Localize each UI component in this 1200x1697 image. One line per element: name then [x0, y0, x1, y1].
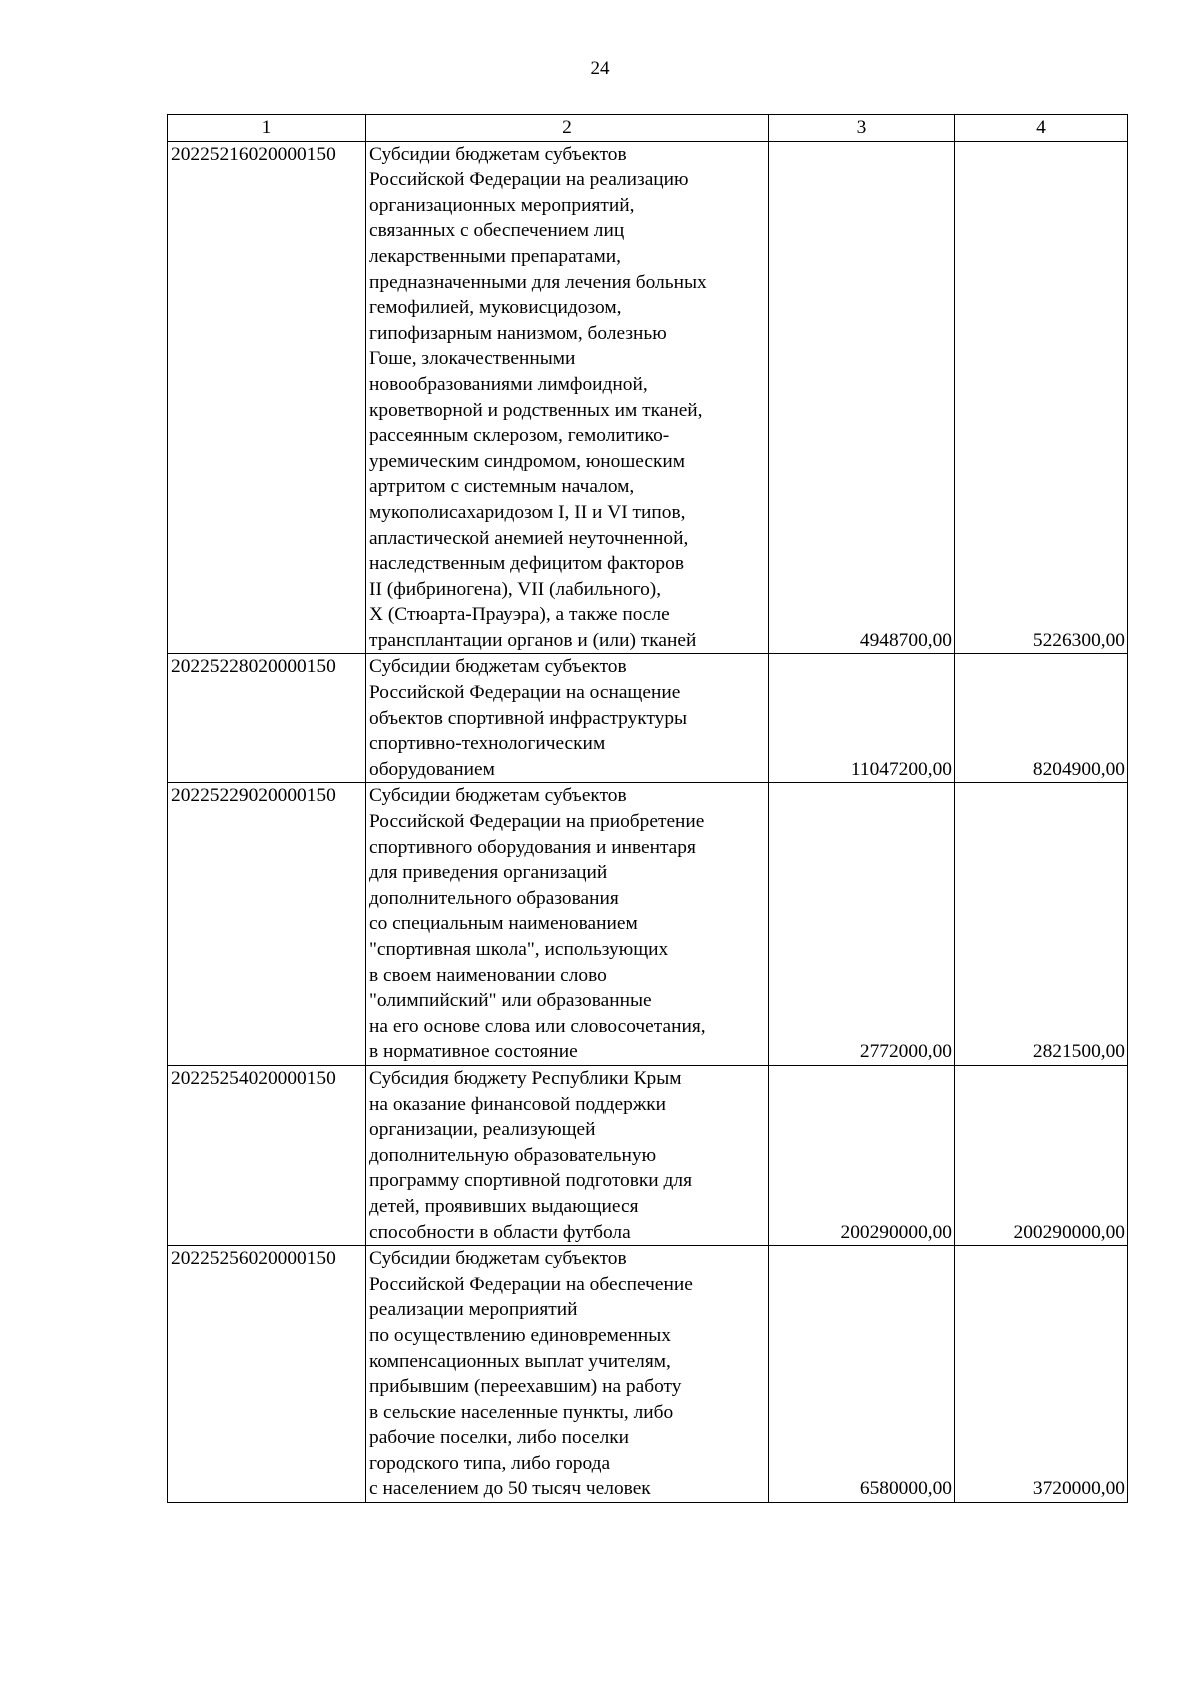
header-cell-2: 2 — [366, 115, 769, 142]
table-row — [168, 654, 1128, 783]
description-cell — [366, 654, 769, 783]
description-line: Субсидии бюджетам субъектов — [369, 1248, 627, 1270]
description-line: объектов спортивной инфраструктуры — [369, 707, 688, 729]
amount-cell-col4: 5226300,00 — [955, 141, 1128, 654]
header-cell-1: 1 — [168, 115, 366, 142]
amount-cell-col4: 200290000,00 — [955, 1065, 1128, 1245]
description-line: новообразованиями лимфоидной, — [369, 373, 648, 395]
description-line: на оказание финансовой поддержки — [369, 1093, 667, 1115]
table-header-row — [168, 115, 1128, 142]
table-row — [168, 1065, 1128, 1245]
description-line: детей, проявивших выдающиеся — [369, 1195, 639, 1217]
description-line: программу спортивной подготовки для — [369, 1170, 692, 1192]
amount-cell-col4: 3720000,00 — [955, 1246, 1128, 1503]
table-row — [168, 1246, 1128, 1503]
description-line: дополнительного образования — [369, 887, 619, 909]
description-line: городского типа, либо города — [369, 1452, 611, 1474]
description-line: рассеянным склерозом, гемолитико- — [369, 425, 670, 447]
description-line: трансплантации органов и (или) тканей — [369, 629, 697, 651]
table-row — [168, 141, 1128, 654]
description-line: со специальным наименованием — [369, 913, 638, 935]
description-cell — [366, 141, 769, 654]
amount-cell-col3: 4948700,00 — [769, 141, 955, 654]
description-line: Субсидии бюджетам субъектов — [369, 143, 627, 165]
classification-code-cell: 20225256020000150 — [168, 1246, 366, 1503]
budget-table — [167, 114, 1128, 1503]
description-line: гипофизарным нанизмом, болезнью — [369, 322, 667, 344]
description-line: спортивного оборудования и инвентаря — [369, 836, 696, 858]
description-line: организационных мероприятий, — [369, 194, 635, 216]
description-line: спортивно-технологическим — [369, 733, 606, 755]
description-line: в нормативное состояние — [369, 1041, 578, 1063]
description-line: Гоше, злокачественными — [369, 348, 576, 370]
description-line: Российской Федерации на оснащение — [369, 682, 681, 704]
description-line: по осуществлению единовременных — [369, 1324, 671, 1346]
description-line: "спортивная школа", использующих — [369, 939, 669, 960]
amount-cell-col3: 200290000,00 — [769, 1065, 955, 1245]
amount-cell-col3: 11047200,00 — [769, 654, 955, 783]
amount-cell-col4: 8204900,00 — [955, 654, 1128, 783]
classification-code-cell: 20225229020000150 — [168, 783, 366, 1066]
description-cell — [366, 783, 769, 1066]
description-line: дополнительную образовательную — [369, 1144, 657, 1166]
page-number: 24 — [590, 58, 610, 79]
description-line: Российской Федерации на приобретение — [369, 811, 705, 833]
description-line: II (фибриногена), VII (лабильного), — [369, 578, 662, 600]
description-line: лекарственными препаратами, — [369, 245, 621, 267]
header-cell-4: 4 — [955, 115, 1128, 142]
description-line: оборудованием — [369, 758, 495, 780]
description-line: гемофилией, муковисцидозом, — [369, 297, 622, 319]
description-line: способности в области футбола — [369, 1221, 631, 1243]
description-line: реализации мероприятий — [369, 1299, 578, 1321]
description-line: Субсидия бюджету Республики Крым — [369, 1067, 682, 1089]
description-line: в сельские населенные пункты, либо — [369, 1401, 674, 1423]
description-cell — [366, 1246, 769, 1503]
description-line: апластической анемией неуточненной, — [369, 527, 689, 549]
description-line: для приведения организаций — [369, 862, 608, 884]
description-line: Российской Федерации на реализацию — [369, 169, 689, 191]
description-line: на его основе слова или словосочетания, — [369, 1015, 706, 1037]
description-line: прибывшим (переехавшим) на работу — [369, 1376, 682, 1398]
description-line: мукополисахаридозом I, II и VI типов, — [369, 501, 686, 523]
description-line: предназначенными для лечения больных — [369, 271, 707, 293]
amount-cell-col3: 2772000,00 — [769, 783, 955, 1066]
classification-code-cell: 20225216020000150 — [168, 141, 366, 654]
description-line: с населением до 50 тысяч человек — [369, 1478, 651, 1500]
description-line: X (Стюарта-Прауэра), а также после — [369, 604, 670, 626]
description-cell — [366, 1065, 769, 1245]
description-line: "олимпийский" или образованные — [369, 990, 652, 1012]
description-line: Российской Федерации на обеспечение — [369, 1273, 693, 1295]
description-line: кроветворной и родственных им тканей, — [369, 399, 703, 421]
description-line: Субсидии бюджетам субъектов — [369, 785, 627, 807]
description-line: Субсидии бюджетам субъектов — [369, 656, 627, 678]
description-line: уремическим синдромом, юношеским — [369, 450, 686, 472]
description-line: наследственным дефицитом факторов — [369, 553, 684, 575]
description-line: компенсационных выплат учителям, — [369, 1350, 671, 1372]
classification-code-cell: 20225254020000150 — [168, 1065, 366, 1245]
description-line: в своем наименовании слово — [369, 964, 607, 986]
description-line: рабочие поселки, либо поселки — [369, 1427, 630, 1449]
classification-code-cell: 20225228020000150 — [168, 654, 366, 783]
description-line: организации, реализующей — [369, 1119, 596, 1141]
description-line: связанных с обеспечением лиц — [369, 220, 625, 242]
amount-cell-col3: 6580000,00 — [769, 1246, 955, 1503]
table-row — [168, 783, 1128, 1066]
description-line: артритом с системным началом, — [369, 476, 635, 498]
amount-cell-col4: 2821500,00 — [955, 783, 1128, 1066]
header-cell-3: 3 — [769, 115, 955, 142]
